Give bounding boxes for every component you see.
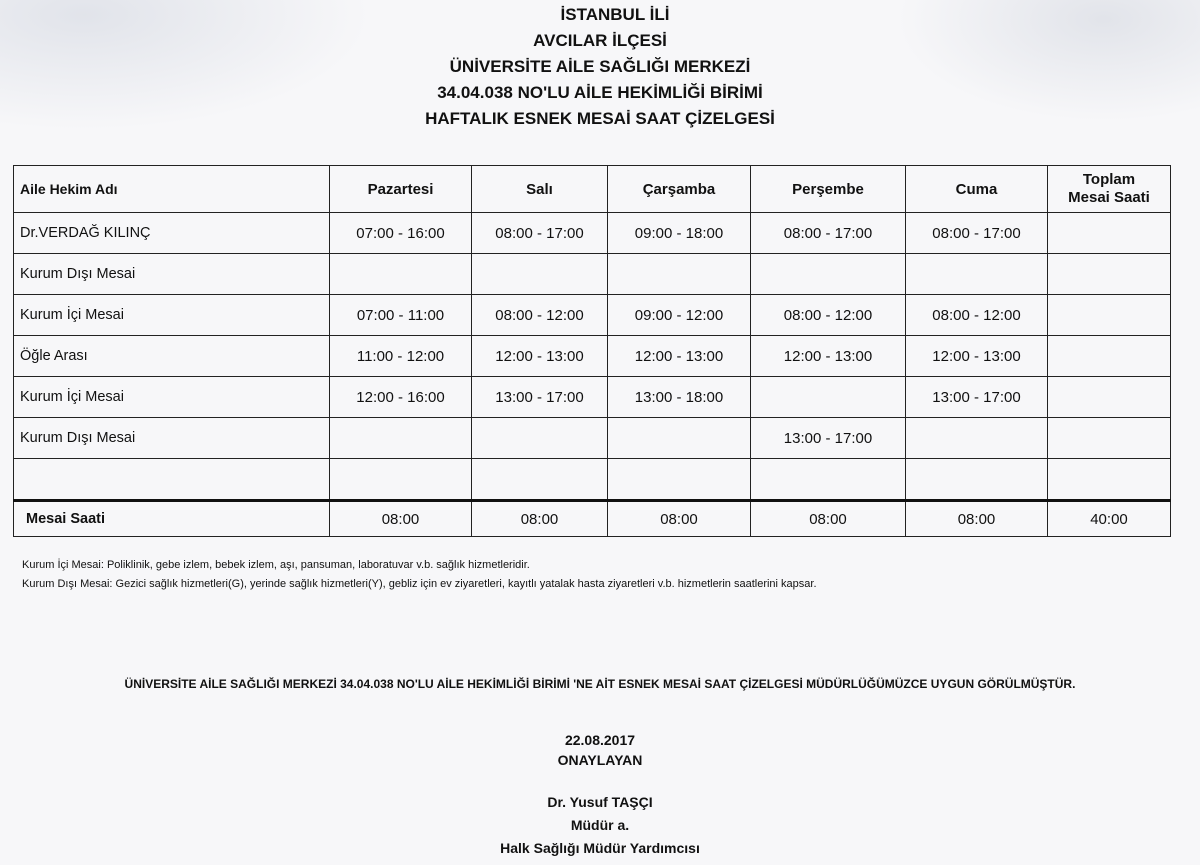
table-cell — [1048, 254, 1171, 295]
table-cell — [906, 418, 1048, 459]
header-unit: 34.04.038 NO'LU AİLE HEKİMLİĞİ BİRİMİ — [437, 83, 763, 102]
approved-by-label: ONAYLAYAN — [557, 752, 643, 768]
row-label: Kurum Dışı Mesai — [14, 418, 330, 459]
row-label: Öğle Arası — [14, 336, 330, 377]
table-header-row — [14, 166, 1171, 213]
table-row — [14, 418, 1171, 459]
table-cell — [751, 459, 906, 501]
table-total-row — [14, 501, 1171, 537]
table-cell — [472, 459, 608, 501]
table-cell: 13:00 - 17:00 — [906, 377, 1048, 418]
table-cell — [1048, 377, 1171, 418]
table-cell — [1048, 295, 1171, 336]
table-cell: 12:00 - 13:00 — [472, 336, 608, 377]
column-header: Perşembe — [751, 166, 906, 213]
table-cell: 08:00 - 12:00 — [751, 295, 906, 336]
row-label: Kurum Dışı Mesai — [14, 254, 330, 295]
table-cell: 08:00 - 12:00 — [906, 295, 1048, 336]
table-cell: 12:00 - 13:00 — [608, 336, 751, 377]
approval-statement: ÜNİVERSİTE AİLE SAĞLIĞI MERKEZİ 34.04.038 NO'LU AİLE HEKİMLİĞİ BİRİMİ 'NE AİT ESNEK MESAİ SAAT ÇİZELGESİ MÜDÜRLÜĞÜMÜZCE UYGUN GÖRÜLMÜŞTÜR. — [124, 677, 1076, 691]
header-district: AVCILAR İLÇESİ — [533, 31, 667, 50]
column-header: Salı — [472, 166, 608, 213]
signatory-position: Halk Sağlığı Müdür Yardımcısı — [500, 840, 700, 856]
table-row-empty — [14, 459, 1171, 501]
column-header: Pazartesi — [330, 166, 472, 213]
table-cell — [330, 418, 472, 459]
column-header: Cuma — [906, 166, 1048, 213]
table-cell: 13:00 - 18:00 — [608, 377, 751, 418]
row-label: Kurum İçi Mesai — [14, 295, 330, 336]
header-province: İSTANBUL İLİ — [560, 5, 670, 24]
column-header-total-line1: Toplam — [1082, 171, 1136, 188]
table-row — [14, 254, 1171, 295]
table-cell: 09:00 - 12:00 — [608, 295, 751, 336]
schedule-table — [13, 165, 1171, 537]
table-cell: 08:00 - 17:00 — [751, 213, 906, 254]
column-header-total — [1048, 166, 1171, 213]
footnotes — [22, 556, 817, 594]
column-header-total-line2: Mesai Saati — [1068, 189, 1150, 206]
table-cell — [472, 418, 608, 459]
row-label: Kurum İçi Mesai — [14, 377, 330, 418]
table-cell — [1048, 459, 1171, 501]
table-cell — [751, 254, 906, 295]
table-cell — [608, 254, 751, 295]
table-cell — [330, 254, 472, 295]
table-cell — [1048, 336, 1171, 377]
total-cell: 08:00 — [472, 501, 608, 537]
table-row — [14, 295, 1171, 336]
total-cell: 08:00 — [751, 501, 906, 537]
total-cell: 08:00 — [906, 501, 1048, 537]
table-cell: 07:00 - 16:00 — [330, 213, 472, 254]
table-cell: 13:00 - 17:00 — [472, 377, 608, 418]
table-cell — [1048, 213, 1171, 254]
total-cell: 08:00 — [608, 501, 751, 537]
table-row — [14, 213, 1171, 254]
total-cell: 08:00 — [330, 501, 472, 537]
column-header: Çarşamba — [608, 166, 751, 213]
table-cell — [906, 459, 1048, 501]
table-cell: 12:00 - 16:00 — [330, 377, 472, 418]
column-header: Aile Hekim Adı — [14, 166, 330, 213]
approval-date: 22.08.2017 — [564, 732, 636, 748]
signatory-title: Müdür a. — [570, 817, 630, 833]
grand-total-cell: 40:00 — [1048, 501, 1171, 537]
table-cell — [1048, 418, 1171, 459]
table-cell: 13:00 - 17:00 — [751, 418, 906, 459]
header-title: HAFTALIK ESNEK MESAİ SAAT ÇİZELGESİ — [425, 109, 775, 128]
footnote-internal: Kurum İçi Mesai: Poliklinik, gebe izlem, bebek izlem, aşı, pansuman, laboratuvar v.b. sağlık hizmetleridir. — [22, 559, 530, 571]
table-cell: 12:00 - 13:00 — [906, 336, 1048, 377]
table-cell — [906, 254, 1048, 295]
footnote-external: Kurum Dışı Mesai: Gezici sağlık hizmetleri(G), yerinde sağlık hizmetleri(Y), gebliz için ev ziyaretleri, kayıtlı yatalak hasta ziyaretleri v.b. hizmetlerin saatlerini kapsar. — [22, 578, 817, 590]
table-cell — [608, 418, 751, 459]
table-cell: 08:00 - 17:00 — [906, 213, 1048, 254]
table-cell — [608, 459, 751, 501]
table-row — [14, 336, 1171, 377]
table-cell: 12:00 - 13:00 — [751, 336, 906, 377]
table-cell: 09:00 - 18:00 — [608, 213, 751, 254]
table-cell: 08:00 - 12:00 — [472, 295, 608, 336]
table-cell — [751, 377, 906, 418]
table-cell: 07:00 - 11:00 — [330, 295, 472, 336]
table-cell — [330, 459, 472, 501]
row-label — [14, 459, 330, 501]
table-cell — [472, 254, 608, 295]
table-cell: 11:00 - 12:00 — [330, 336, 472, 377]
document-header — [0, 2, 1200, 132]
row-label: Dr.VERDAĞ KILINÇ — [14, 213, 330, 254]
table-cell: 08:00 - 17:00 — [472, 213, 608, 254]
table-row — [14, 377, 1171, 418]
signatory-name: Dr. Yusuf TAŞÇI — [547, 794, 653, 810]
total-row-label: Mesai Saati — [14, 501, 330, 537]
header-center: ÜNİVERSİTE AİLE SAĞLIĞI MERKEZİ — [449, 57, 751, 76]
